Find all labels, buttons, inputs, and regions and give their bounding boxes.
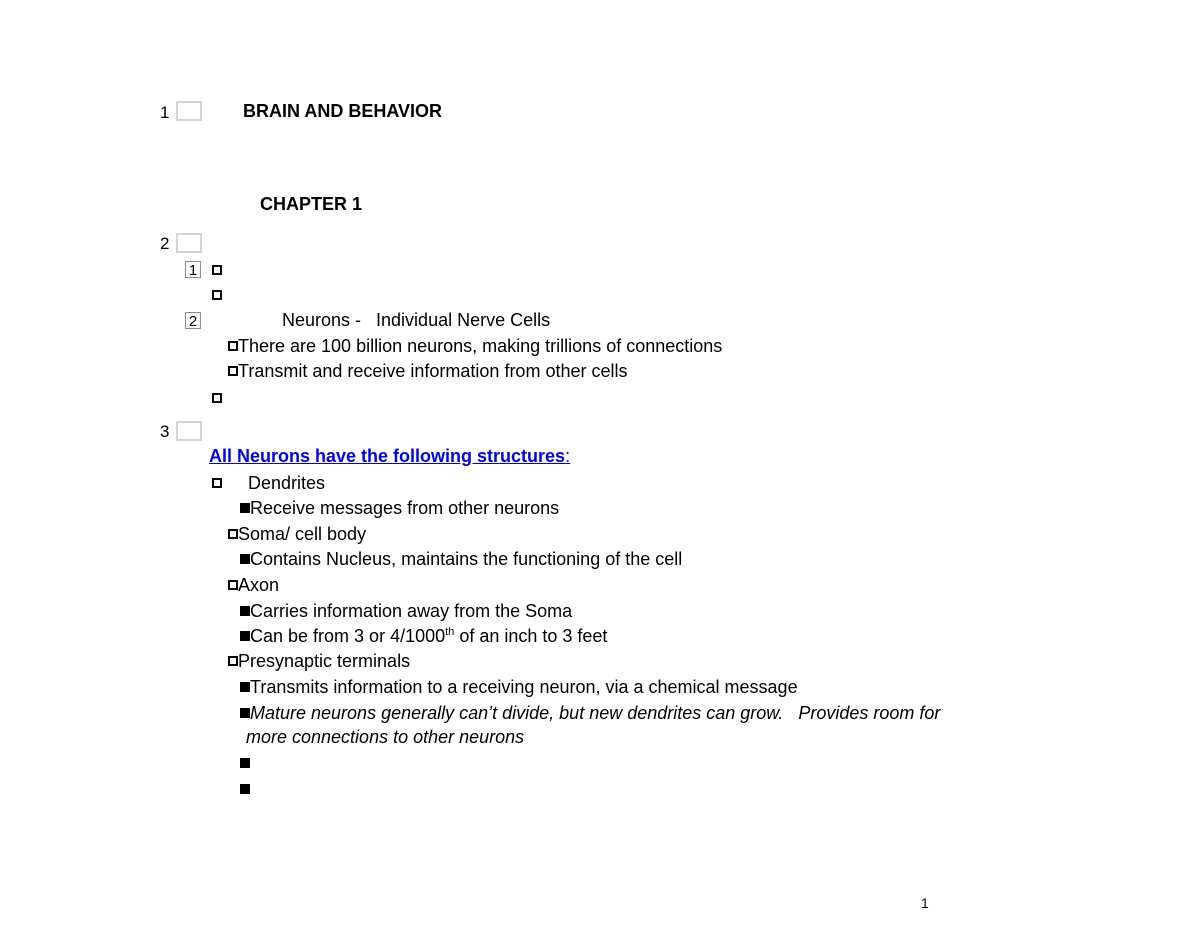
page-number: 1 bbox=[921, 895, 929, 911]
list-item: There are 100 billion neurons, making trillions of connections bbox=[228, 336, 722, 357]
list-item: Contains Nucleus, maintains the functioning of the cell bbox=[240, 549, 682, 570]
list-item: Dendrites bbox=[212, 473, 325, 494]
subitem-number-1: 1 bbox=[185, 261, 201, 278]
slide-number-1: 1 bbox=[160, 103, 170, 122]
list-item: Carries information away from the Soma bbox=[240, 601, 572, 622]
list-item: Axon bbox=[228, 575, 279, 596]
hollow-square-bullet-icon bbox=[212, 393, 222, 403]
list-item: Presynaptic terminals bbox=[228, 651, 410, 672]
solid-square-bullet-icon bbox=[240, 784, 250, 794]
hollow-square-bullet-icon bbox=[212, 290, 222, 300]
hollow-square-bullet-icon bbox=[228, 366, 238, 376]
list-item: Transmits information to a receiving neuron, via a chemical message bbox=[240, 677, 798, 698]
empty-bullet bbox=[240, 782, 250, 800]
page-title: BRAIN AND BEHAVIOR bbox=[243, 101, 443, 121]
solid-square-bullet-icon bbox=[240, 708, 250, 718]
empty-bullet bbox=[212, 263, 222, 281]
solid-square-bullet-icon bbox=[240, 606, 250, 616]
list-item: Soma/ cell body bbox=[228, 524, 366, 545]
list-item: Can be from 3 or 4/1000th of an inch to 3 feet bbox=[240, 626, 607, 647]
slide-number-3: 3 bbox=[160, 422, 170, 441]
structures-heading: All Neurons have the following structures: bbox=[209, 446, 571, 466]
list-item: Receive messages from other neurons bbox=[240, 498, 559, 519]
solid-square-bullet-icon bbox=[240, 631, 250, 641]
empty-bullet bbox=[240, 756, 250, 774]
list-item-continuation: more connections to other neurons bbox=[246, 727, 525, 747]
chapter-heading: CHAPTER 1 bbox=[260, 194, 363, 214]
solid-square-bullet-icon bbox=[240, 682, 250, 692]
slide-thumbnail-2 bbox=[176, 233, 202, 253]
solid-square-bullet-icon bbox=[240, 758, 250, 768]
neurons-definition: Neurons - Individual Nerve Cells bbox=[282, 310, 551, 330]
empty-bullet bbox=[212, 391, 222, 409]
hollow-square-bullet-icon bbox=[212, 478, 222, 488]
solid-square-bullet-icon bbox=[240, 503, 250, 513]
list-item: Mature neurons generally can’t divide, but new dendrites can grow. Provides room for bbox=[240, 703, 940, 724]
hollow-square-bullet-icon bbox=[228, 341, 238, 351]
solid-square-bullet-icon bbox=[240, 554, 250, 564]
subitem-number-2: 2 bbox=[185, 312, 201, 329]
hollow-square-bullet-icon bbox=[228, 580, 238, 590]
slide-number-2: 2 bbox=[160, 234, 170, 253]
list-item: Transmit and receive information from other cells bbox=[228, 361, 627, 382]
slide-thumbnail-3 bbox=[176, 421, 202, 441]
hollow-square-bullet-icon bbox=[228, 656, 238, 666]
empty-bullet bbox=[212, 288, 222, 306]
hollow-square-bullet-icon bbox=[228, 529, 238, 539]
slide-thumbnail-1 bbox=[176, 101, 202, 121]
hollow-square-bullet-icon bbox=[212, 265, 222, 275]
